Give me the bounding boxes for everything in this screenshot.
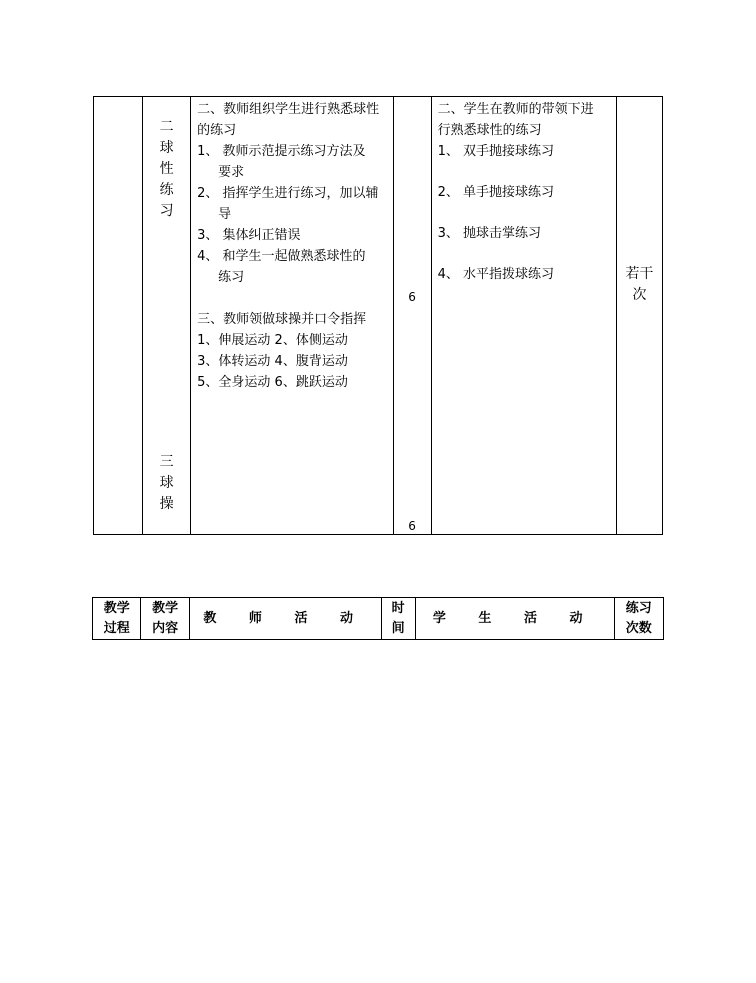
teacher-section2-title-cont: 的练习 [197, 123, 237, 138]
spacer [438, 162, 612, 182]
spacer [438, 203, 612, 223]
topic-ball-familiarity: 二 球 性 练 习 [159, 119, 174, 219]
teacher-exercise-3: 5、全身运动 6、跳跃运动 [197, 375, 348, 390]
spacer [438, 244, 612, 264]
student-item-4: 4、 水平指拨球练习 [437, 267, 554, 282]
teacher-section2-title: 二、教师组织学生进行熟悉球性 [197, 102, 380, 117]
header-teacher-activity: 教 师 活 动 [189, 598, 381, 640]
lesson-plan-header-table [92, 597, 664, 640]
teacher-item-3: 3、 集体纠正错误 [197, 228, 301, 243]
practice-count: 若干 次 [625, 266, 654, 303]
header-practice-count: 练习 次数 [614, 598, 663, 640]
teacher-item-2-cont: 导 [218, 207, 232, 222]
stage-cell [94, 97, 143, 535]
teacher-item-2: 2、 指挥学生进行练习，加以辅 [197, 186, 379, 201]
time-value-2: 6 [408, 519, 416, 533]
topic-ball-exercise: 三 球 操 [159, 454, 174, 512]
student-title-cont: 行熟悉球性的练习 [437, 123, 542, 138]
teacher-item-1-cont: 要求 [218, 165, 245, 180]
teacher-item-1: 1、 教师示范提示练习方法及 [197, 144, 366, 159]
teacher-section3-title: 三、教师领做球操并口令指挥 [197, 312, 367, 327]
student-title: 二、学生在教师的带领下进 [437, 102, 594, 117]
header-student-activity: 学 生 活 动 [415, 598, 614, 640]
student-item-3: 3、 抛球击掌练习 [437, 226, 541, 241]
header-teaching-content: 教学 内容 [141, 598, 189, 640]
teacher-item-4-cont: 练习 [218, 270, 245, 285]
teacher-exercise-1: 1、伸展运动 2、体侧运动 [197, 333, 348, 348]
student-item-2: 2、 单手抛接球练习 [437, 185, 554, 200]
content-cell [143, 97, 191, 535]
teacher-activity-cell [191, 97, 393, 535]
student-activity-cell [431, 97, 616, 535]
time-value-1: 6 [408, 290, 416, 304]
time-cell [393, 97, 431, 535]
lesson-plan-table [93, 96, 663, 535]
header-teaching-process: 教学 过程 [93, 598, 141, 640]
student-item-1: 1、 双手抛接球练习 [437, 144, 554, 159]
teacher-item-4: 4、 和学生一起做熟悉球性的 [197, 249, 366, 264]
spacer [197, 288, 388, 309]
header-time: 时 间 [381, 598, 415, 640]
practice-count-cell [616, 97, 662, 535]
teacher-exercise-2: 3、体转运动 4、腹背运动 [197, 354, 348, 369]
